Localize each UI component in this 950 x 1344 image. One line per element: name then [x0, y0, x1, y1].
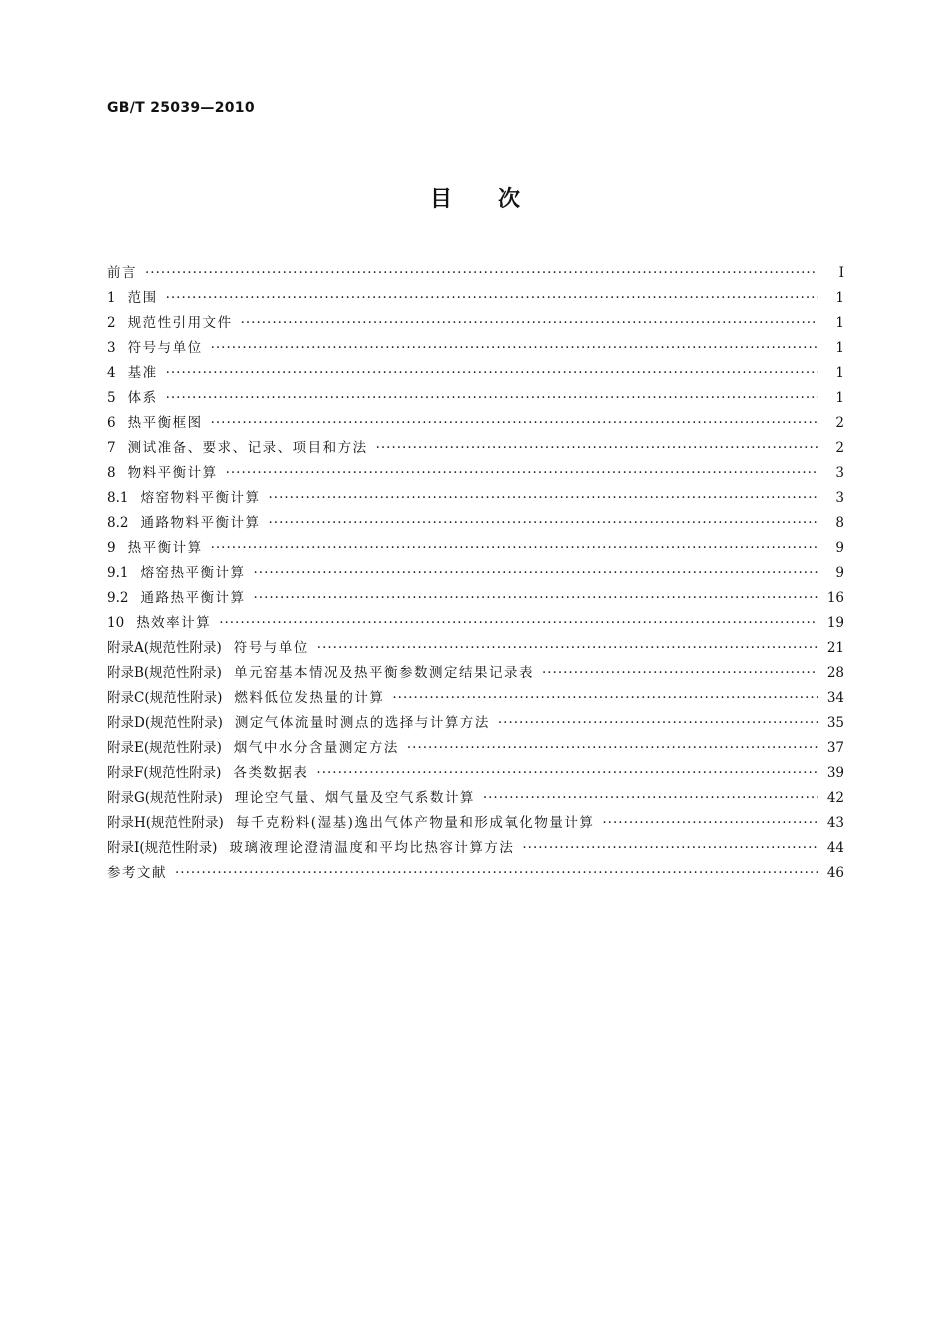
toc-entry-number: 4 — [107, 365, 116, 381]
toc-entry-page: 9 — [835, 540, 844, 556]
toc-entry-number: 附录E(规范性附录) — [107, 740, 222, 756]
toc-entry-page: 1 — [835, 340, 844, 356]
toc-entry[interactable] — [107, 309, 844, 334]
toc-entry-number: 1 — [107, 290, 116, 306]
toc-entry-title: 测试准备、要求、记录、项目和方法 — [127, 440, 368, 456]
toc-entry-page: 35 — [826, 715, 844, 731]
toc-entry-title: 各类数据表 — [233, 765, 309, 781]
toc-entry[interactable] — [107, 534, 844, 559]
toc-entry-number: 9.1 — [107, 565, 129, 581]
toc-leader-dots — [166, 387, 818, 409]
toc-leader-dots — [219, 612, 818, 634]
toc-entry-page: 46 — [826, 865, 844, 881]
toc-entry-title: 熔窑物料平衡计算 — [140, 490, 261, 506]
toc-leader-dots — [268, 512, 818, 534]
toc-entry-page: 28 — [826, 665, 844, 681]
toc-entry-page: 39 — [826, 765, 844, 781]
toc-entry[interactable] — [107, 809, 844, 834]
toc-entry-title: 玻璃液理论澄清温度和平均比热容计算方法 — [229, 840, 515, 856]
toc-entry[interactable] — [107, 509, 844, 534]
toc-entry-page: 19 — [826, 615, 844, 631]
toc-entry-number: 8.1 — [107, 490, 129, 506]
table-of-contents — [107, 259, 844, 884]
toc-entry-number: 9.2 — [107, 590, 129, 606]
toc-entry-page: 1 — [835, 315, 844, 331]
toc-entry-page: 34 — [826, 690, 844, 706]
toc-entry-title: 通路物料平衡计算 — [140, 515, 261, 531]
toc-leader-dots — [542, 662, 818, 684]
toc-entry-title: 符号与单位 — [127, 340, 203, 356]
toc-entry-number: 附录A(规范性附录) — [107, 640, 222, 656]
toc-leader-dots — [522, 837, 818, 859]
toc-entry-number: 2 — [107, 315, 116, 331]
toc-leader-dots — [483, 787, 818, 809]
toc-entry-number: 8.2 — [107, 515, 129, 531]
toc-leader-dots — [268, 487, 818, 509]
toc-entry-title: 通路热平衡计算 — [140, 590, 246, 606]
toc-entry-number: 5 — [107, 390, 116, 406]
toc-entry-title: 物料平衡计算 — [127, 465, 218, 481]
toc-entry-title: 每千克粉料(湿基)逸出气体产物量和形成氧化物量计算 — [235, 815, 595, 831]
toc-entry-page: 2 — [835, 415, 844, 431]
toc-entry[interactable] — [107, 409, 844, 434]
toc-entry-page: 1 — [835, 390, 844, 406]
toc-entry-page: 2 — [835, 440, 844, 456]
toc-entry-page: 44 — [826, 840, 844, 856]
toc-entry-number: 附录H(规范性附录) — [107, 815, 224, 831]
toc-entry[interactable] — [107, 584, 844, 609]
toc-entry[interactable] — [107, 259, 844, 284]
toc-leader-dots — [145, 262, 818, 284]
toc-entry-title: 热效率计算 — [136, 615, 212, 631]
toc-entry-title: 测定气体流量时测点的选择与计算方法 — [234, 715, 490, 731]
toc-leader-dots — [376, 437, 818, 459]
toc-leader-dots — [316, 762, 818, 784]
toc-leader-dots — [317, 637, 818, 659]
toc-entry-number: 附录F(规范性附录) — [107, 765, 222, 781]
toc-entry-title: 体系 — [127, 390, 158, 406]
toc-entry[interactable] — [107, 734, 844, 759]
toc-entry[interactable] — [107, 459, 844, 484]
toc-entry[interactable] — [107, 684, 844, 709]
toc-entry-title: 范围 — [127, 290, 158, 306]
toc-entry-page: 9 — [835, 565, 844, 581]
toc-leader-dots — [226, 462, 818, 484]
toc-entry-page: 16 — [826, 590, 844, 606]
toc-entry[interactable] — [107, 434, 844, 459]
toc-entry-number: 附录B(规范性附录) — [107, 665, 222, 681]
toc-entry-number: 7 — [107, 440, 116, 456]
toc-leader-dots — [253, 562, 818, 584]
toc-entry-title: 熔窑热平衡计算 — [140, 565, 246, 581]
toc-leader-dots — [407, 737, 818, 759]
toc-leader-dots — [392, 687, 818, 709]
toc-leader-dots — [602, 812, 818, 834]
toc-entry-title: 理论空气量、烟气量及空气系数计算 — [234, 790, 475, 806]
toc-entry-title: 热平衡框图 — [127, 415, 203, 431]
toc-entry-title: 符号与单位 — [233, 640, 309, 656]
toc-leader-dots — [211, 537, 818, 559]
toc-entry-page: 3 — [835, 465, 844, 481]
toc-entry[interactable] — [107, 759, 844, 784]
toc-leader-dots — [253, 587, 818, 609]
toc-entry-page: 1 — [835, 290, 844, 306]
toc-entry-number: 3 — [107, 340, 116, 356]
toc-leader-dots — [211, 412, 818, 434]
toc-entry-number: 6 — [107, 415, 116, 431]
toc-leader-dots — [498, 712, 818, 734]
toc-entry-page: 42 — [826, 790, 844, 806]
toc-entry-page: 8 — [835, 515, 844, 531]
toc-entry-page: Ⅰ — [838, 265, 844, 281]
toc-entry[interactable] — [107, 834, 844, 859]
toc-entry-number: 附录I(规范性附录) — [107, 840, 218, 856]
toc-entry[interactable] — [107, 709, 844, 734]
toc-leader-dots — [211, 337, 818, 359]
toc-entry-title: 燃料低位发热量的计算 — [234, 690, 385, 706]
toc-entry-page: 43 — [826, 815, 844, 831]
toc-entry[interactable] — [107, 284, 844, 309]
toc-entry[interactable] — [107, 484, 844, 509]
toc-entry-number: 10 — [107, 615, 125, 631]
toc-entry-number: 附录G(规范性附录) — [107, 790, 223, 806]
toc-entry-title: 参考文献 — [107, 865, 167, 881]
toc-entry-number: 8 — [107, 465, 116, 481]
toc-entry[interactable] — [107, 634, 844, 659]
toc-entry-title: 基准 — [127, 365, 158, 381]
toc-entry-page: 37 — [826, 740, 844, 756]
toc-leader-dots — [241, 312, 818, 334]
toc-entry[interactable] — [107, 784, 844, 809]
toc-entry-title: 热平衡计算 — [127, 540, 203, 556]
standard-number: GB/T 25039—2010 — [107, 100, 255, 116]
toc-entry[interactable] — [107, 334, 844, 359]
toc-entry[interactable] — [107, 859, 844, 884]
toc-entry-page: 1 — [835, 365, 844, 381]
toc-leader-dots — [175, 862, 818, 884]
toc-entry[interactable] — [107, 609, 844, 634]
toc-entry-number: 附录C(规范性附录) — [107, 690, 223, 706]
toc-entry-title: 烟气中水分含量测定方法 — [233, 740, 399, 756]
toc-entry-page: 3 — [835, 490, 844, 506]
toc-entry[interactable] — [107, 384, 844, 409]
toc-entry[interactable] — [107, 559, 844, 584]
page-title: 目次 — [429, 187, 566, 212]
toc-entry-number: 附录D(规范性附录) — [107, 715, 223, 731]
toc-leader-dots — [166, 362, 818, 384]
toc-entry-title: 单元窑基本情况及热平衡参数测定结果记录表 — [233, 665, 534, 681]
toc-entry[interactable] — [107, 659, 844, 684]
toc-entry-title: 规范性引用文件 — [127, 315, 233, 331]
toc-entry-number: 9 — [107, 540, 116, 556]
toc-entry-title: 前言 — [107, 265, 137, 281]
toc-leader-dots — [166, 287, 818, 309]
toc-entry[interactable] — [107, 359, 844, 384]
toc-entry-page: 21 — [826, 640, 844, 656]
